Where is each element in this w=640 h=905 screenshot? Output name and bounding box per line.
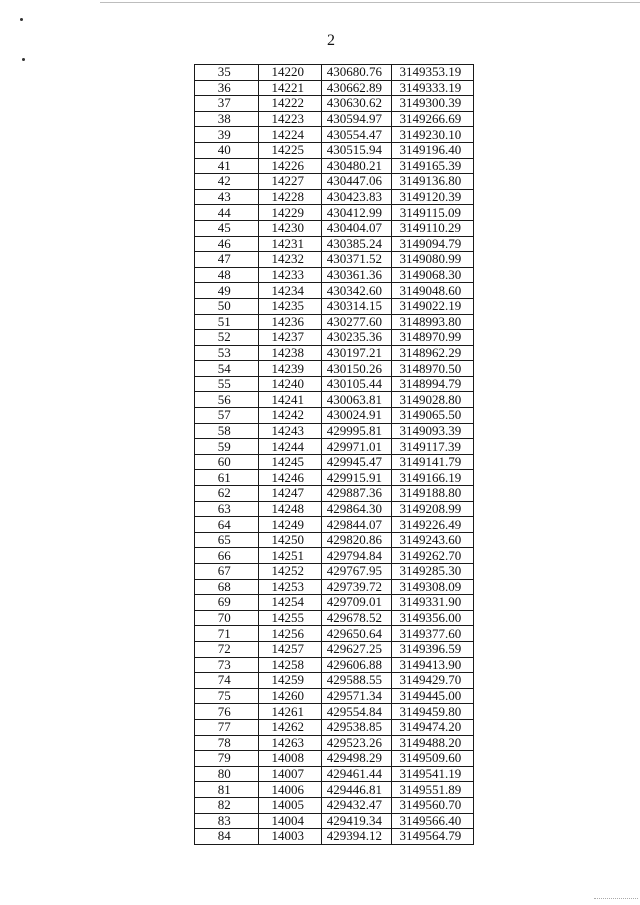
table-row: [195, 454, 474, 470]
x-coordinate-cell: 429650.64: [322, 626, 392, 642]
y-coordinate-cell: 3149300.39: [391, 96, 473, 112]
table-row: [195, 751, 474, 767]
row-number-cell: 68: [195, 579, 259, 595]
row-number-cell: 45: [195, 220, 259, 236]
x-coordinate-cell: 430680.76: [322, 65, 392, 81]
row-number-cell: 52: [195, 330, 259, 346]
row-number-cell: 81: [195, 782, 259, 798]
row-number-cell: 64: [195, 517, 259, 533]
point-id-cell: 14250: [258, 532, 322, 548]
x-coordinate-cell: 429446.81: [322, 782, 392, 798]
row-number-cell: 47: [195, 252, 259, 268]
table-row: [195, 782, 474, 798]
y-coordinate-cell: 3149266.69: [391, 111, 473, 127]
row-number-cell: 77: [195, 719, 259, 735]
row-number-cell: 39: [195, 127, 259, 143]
y-coordinate-cell: 3149429.70: [391, 673, 473, 689]
table-row: [195, 595, 474, 611]
row-number-cell: 38: [195, 111, 259, 127]
point-id-cell: 14254: [258, 595, 322, 611]
y-coordinate-cell: 3149560.70: [391, 797, 473, 813]
y-coordinate-cell: 3148970.50: [391, 361, 473, 377]
x-coordinate-cell: 430515.94: [322, 142, 392, 158]
table-row: [195, 704, 474, 720]
scan-mark: [20, 18, 23, 21]
row-number-cell: 67: [195, 564, 259, 580]
point-id-cell: 14227: [258, 174, 322, 190]
scan-mark: [22, 58, 25, 61]
point-id-cell: 14242: [258, 408, 322, 424]
table-row: [195, 142, 474, 158]
point-id-cell: 14237: [258, 330, 322, 346]
y-coordinate-cell: 3149262.70: [391, 548, 473, 564]
row-number-cell: 72: [195, 641, 259, 657]
y-coordinate-cell: 3149396.59: [391, 641, 473, 657]
point-id-cell: 14253: [258, 579, 322, 595]
point-id-cell: 14220: [258, 65, 322, 81]
point-id-cell: 14259: [258, 673, 322, 689]
y-coordinate-cell: 3149308.09: [391, 579, 473, 595]
table-row: [195, 813, 474, 829]
row-number-cell: 41: [195, 158, 259, 174]
point-id-cell: 14252: [258, 564, 322, 580]
y-coordinate-cell: 3149488.20: [391, 735, 473, 751]
table-row: [195, 158, 474, 174]
table-row: [195, 470, 474, 486]
row-number-cell: 46: [195, 236, 259, 252]
x-coordinate-cell: 430342.60: [322, 283, 392, 299]
x-coordinate-cell: 429915.91: [322, 470, 392, 486]
x-coordinate-cell: 430404.07: [322, 220, 392, 236]
x-coordinate-cell: 429554.84: [322, 704, 392, 720]
table-row: [195, 719, 474, 735]
row-number-cell: 76: [195, 704, 259, 720]
y-coordinate-cell: 3148994.79: [391, 376, 473, 392]
x-coordinate-cell: 429971.01: [322, 439, 392, 455]
table-row: [195, 361, 474, 377]
y-coordinate-cell: 3149333.19: [391, 80, 473, 96]
row-number-cell: 55: [195, 376, 259, 392]
row-number-cell: 36: [195, 80, 259, 96]
y-coordinate-cell: 3149331.90: [391, 595, 473, 611]
x-coordinate-cell: 429606.88: [322, 657, 392, 673]
table-row: [195, 96, 474, 112]
x-coordinate-cell: 429419.34: [322, 813, 392, 829]
y-coordinate-cell: 3149353.19: [391, 65, 473, 81]
y-coordinate-cell: 3149230.10: [391, 127, 473, 143]
row-number-cell: 70: [195, 610, 259, 626]
x-coordinate-cell: 429571.34: [322, 688, 392, 704]
point-id-cell: 14260: [258, 688, 322, 704]
x-coordinate-cell: 429461.44: [322, 766, 392, 782]
row-number-cell: 69: [195, 595, 259, 611]
y-coordinate-cell: 3149208.99: [391, 501, 473, 517]
x-coordinate-cell: 430361.36: [322, 267, 392, 283]
y-coordinate-cell: 3149377.60: [391, 626, 473, 642]
point-id-cell: 14244: [258, 439, 322, 455]
table-row: [195, 657, 474, 673]
y-coordinate-cell: 3149243.60: [391, 532, 473, 548]
table-row: [195, 797, 474, 813]
x-coordinate-cell: 429394.12: [322, 829, 392, 845]
point-id-cell: 14240: [258, 376, 322, 392]
table-row: [195, 486, 474, 502]
coordinates-table-body: [195, 65, 474, 845]
point-id-cell: 14247: [258, 486, 322, 502]
x-coordinate-cell: 430063.81: [322, 392, 392, 408]
row-number-cell: 78: [195, 735, 259, 751]
row-number-cell: 51: [195, 314, 259, 330]
row-number-cell: 48: [195, 267, 259, 283]
row-number-cell: 50: [195, 298, 259, 314]
y-coordinate-cell: 3149285.30: [391, 564, 473, 580]
y-coordinate-cell: 3148962.29: [391, 345, 473, 361]
x-coordinate-cell: 429864.30: [322, 501, 392, 517]
x-coordinate-cell: 429945.47: [322, 454, 392, 470]
y-coordinate-cell: 3149065.50: [391, 408, 473, 424]
row-number-cell: 59: [195, 439, 259, 455]
x-coordinate-cell: 430594.97: [322, 111, 392, 127]
table-row: [195, 766, 474, 782]
table-row: [195, 626, 474, 642]
point-id-cell: 14226: [258, 158, 322, 174]
x-coordinate-cell: 430277.60: [322, 314, 392, 330]
point-id-cell: 14263: [258, 735, 322, 751]
table-row: [195, 65, 474, 81]
table-row: [195, 439, 474, 455]
y-coordinate-cell: 3149022.19: [391, 298, 473, 314]
point-id-cell: 14228: [258, 189, 322, 205]
table-row: [195, 111, 474, 127]
point-id-cell: 14008: [258, 751, 322, 767]
point-id-cell: 14258: [258, 657, 322, 673]
row-number-cell: 60: [195, 454, 259, 470]
x-coordinate-cell: 430630.62: [322, 96, 392, 112]
point-id-cell: 14249: [258, 517, 322, 533]
x-coordinate-cell: 429498.29: [322, 751, 392, 767]
row-number-cell: 42: [195, 174, 259, 190]
row-number-cell: 63: [195, 501, 259, 517]
table-row: [195, 735, 474, 751]
point-id-cell: 14225: [258, 142, 322, 158]
x-coordinate-cell: 430371.52: [322, 252, 392, 268]
point-id-cell: 14248: [258, 501, 322, 517]
point-id-cell: 14232: [258, 252, 322, 268]
x-coordinate-cell: 429627.25: [322, 641, 392, 657]
table-row: [195, 267, 474, 283]
row-number-cell: 49: [195, 283, 259, 299]
row-number-cell: 56: [195, 392, 259, 408]
point-id-cell: 14221: [258, 80, 322, 96]
y-coordinate-cell: 3149445.00: [391, 688, 473, 704]
y-coordinate-cell: 3149474.20: [391, 719, 473, 735]
x-coordinate-cell: 429820.86: [322, 532, 392, 548]
x-coordinate-cell: 429794.84: [322, 548, 392, 564]
y-coordinate-cell: 3149196.40: [391, 142, 473, 158]
point-id-cell: 14005: [258, 797, 322, 813]
point-id-cell: 14230: [258, 220, 322, 236]
x-coordinate-cell: 430385.24: [322, 236, 392, 252]
row-number-cell: 61: [195, 470, 259, 486]
y-coordinate-cell: 3149094.79: [391, 236, 473, 252]
table-row: [195, 252, 474, 268]
x-coordinate-cell: 430314.15: [322, 298, 392, 314]
row-number-cell: 35: [195, 65, 259, 81]
y-coordinate-cell: 3149188.80: [391, 486, 473, 502]
table-row: [195, 517, 474, 533]
y-coordinate-cell: 3149413.90: [391, 657, 473, 673]
table-row: [195, 80, 474, 96]
table-row: [195, 579, 474, 595]
y-coordinate-cell: 3149117.39: [391, 439, 473, 455]
y-coordinate-cell: 3149110.29: [391, 220, 473, 236]
point-id-cell: 14235: [258, 298, 322, 314]
x-coordinate-cell: 429767.95: [322, 564, 392, 580]
table-row: [195, 376, 474, 392]
y-coordinate-cell: 3149509.60: [391, 751, 473, 767]
x-coordinate-cell: 430105.44: [322, 376, 392, 392]
row-number-cell: 65: [195, 532, 259, 548]
row-number-cell: 74: [195, 673, 259, 689]
table-row: [195, 829, 474, 845]
point-id-cell: 14236: [258, 314, 322, 330]
coordinates-table: [194, 64, 474, 845]
x-coordinate-cell: 430235.36: [322, 330, 392, 346]
table-row: [195, 345, 474, 361]
row-number-cell: 53: [195, 345, 259, 361]
x-coordinate-cell: 429588.55: [322, 673, 392, 689]
table-row: [195, 283, 474, 299]
x-coordinate-cell: 429432.47: [322, 797, 392, 813]
row-number-cell: 58: [195, 423, 259, 439]
table-row: [195, 236, 474, 252]
point-id-cell: 14245: [258, 454, 322, 470]
table-row: [195, 205, 474, 221]
point-id-cell: 14222: [258, 96, 322, 112]
point-id-cell: 14243: [258, 423, 322, 439]
point-id-cell: 14231: [258, 236, 322, 252]
point-id-cell: 14256: [258, 626, 322, 642]
x-coordinate-cell: 430447.06: [322, 174, 392, 190]
y-coordinate-cell: 3149564.79: [391, 829, 473, 845]
y-coordinate-cell: 3149120.39: [391, 189, 473, 205]
table-row: [195, 392, 474, 408]
y-coordinate-cell: 3149166.19: [391, 470, 473, 486]
point-id-cell: 14233: [258, 267, 322, 283]
point-id-cell: 14246: [258, 470, 322, 486]
table-row: [195, 127, 474, 143]
point-id-cell: 14234: [258, 283, 322, 299]
y-coordinate-cell: 3149048.60: [391, 283, 473, 299]
point-id-cell: 14007: [258, 766, 322, 782]
x-coordinate-cell: 429538.85: [322, 719, 392, 735]
row-number-cell: 80: [195, 766, 259, 782]
table-row: [195, 408, 474, 424]
row-number-cell: 82: [195, 797, 259, 813]
page-number: 2: [327, 32, 335, 49]
y-coordinate-cell: 3149093.39: [391, 423, 473, 439]
table-row: [195, 532, 474, 548]
row-number-cell: 71: [195, 626, 259, 642]
y-coordinate-cell: 3148993.80: [391, 314, 473, 330]
y-coordinate-cell: 3149551.89: [391, 782, 473, 798]
point-id-cell: 14004: [258, 813, 322, 829]
table-row: [195, 610, 474, 626]
table-row: [195, 298, 474, 314]
x-coordinate-cell: 430662.89: [322, 80, 392, 96]
x-coordinate-cell: 430197.21: [322, 345, 392, 361]
table-row: [195, 423, 474, 439]
row-number-cell: 66: [195, 548, 259, 564]
table-row: [195, 673, 474, 689]
y-coordinate-cell: 3149115.09: [391, 205, 473, 221]
row-number-cell: 84: [195, 829, 259, 845]
y-coordinate-cell: 3149141.79: [391, 454, 473, 470]
row-number-cell: 37: [195, 96, 259, 112]
point-id-cell: 14255: [258, 610, 322, 626]
x-coordinate-cell: 429739.72: [322, 579, 392, 595]
bottom-edge-mark: [594, 898, 638, 899]
point-id-cell: 14257: [258, 641, 322, 657]
y-coordinate-cell: 3149226.49: [391, 517, 473, 533]
point-id-cell: 14003: [258, 829, 322, 845]
y-coordinate-cell: 3149165.39: [391, 158, 473, 174]
table-row: [195, 564, 474, 580]
row-number-cell: 83: [195, 813, 259, 829]
row-number-cell: 54: [195, 361, 259, 377]
row-number-cell: 79: [195, 751, 259, 767]
row-number-cell: 44: [195, 205, 259, 221]
y-coordinate-cell: 3149541.19: [391, 766, 473, 782]
point-id-cell: 14224: [258, 127, 322, 143]
point-id-cell: 14229: [258, 205, 322, 221]
table-row: [195, 501, 474, 517]
table-row: [195, 189, 474, 205]
table-row: [195, 220, 474, 236]
x-coordinate-cell: 430412.99: [322, 205, 392, 221]
x-coordinate-cell: 430423.83: [322, 189, 392, 205]
y-coordinate-cell: 3149136.80: [391, 174, 473, 190]
table-row: [195, 330, 474, 346]
point-id-cell: 14261: [258, 704, 322, 720]
x-coordinate-cell: 429887.36: [322, 486, 392, 502]
y-coordinate-cell: 3149068.30: [391, 267, 473, 283]
y-coordinate-cell: 3149566.40: [391, 813, 473, 829]
row-number-cell: 40: [195, 142, 259, 158]
point-id-cell: 14006: [258, 782, 322, 798]
point-id-cell: 14239: [258, 361, 322, 377]
point-id-cell: 14262: [258, 719, 322, 735]
x-coordinate-cell: 429709.01: [322, 595, 392, 611]
table-row: [195, 688, 474, 704]
y-coordinate-cell: 3149080.99: [391, 252, 473, 268]
table-row: [195, 548, 474, 564]
x-coordinate-cell: 429844.07: [322, 517, 392, 533]
point-id-cell: 14251: [258, 548, 322, 564]
x-coordinate-cell: 429995.81: [322, 423, 392, 439]
table-row: [195, 174, 474, 190]
point-id-cell: 14238: [258, 345, 322, 361]
x-coordinate-cell: 430150.26: [322, 361, 392, 377]
x-coordinate-cell: 429678.52: [322, 610, 392, 626]
point-id-cell: 14241: [258, 392, 322, 408]
y-coordinate-cell: 3148970.99: [391, 330, 473, 346]
x-coordinate-cell: 430554.47: [322, 127, 392, 143]
table-row: [195, 641, 474, 657]
table-row: [195, 314, 474, 330]
row-number-cell: 57: [195, 408, 259, 424]
x-coordinate-cell: 429523.26: [322, 735, 392, 751]
row-number-cell: 62: [195, 486, 259, 502]
x-coordinate-cell: 430024.91: [322, 408, 392, 424]
y-coordinate-cell: 3149028.80: [391, 392, 473, 408]
top-rule: [100, 2, 640, 3]
row-number-cell: 73: [195, 657, 259, 673]
y-coordinate-cell: 3149356.00: [391, 610, 473, 626]
x-coordinate-cell: 430480.21: [322, 158, 392, 174]
y-coordinate-cell: 3149459.80: [391, 704, 473, 720]
point-id-cell: 14223: [258, 111, 322, 127]
row-number-cell: 75: [195, 688, 259, 704]
row-number-cell: 43: [195, 189, 259, 205]
